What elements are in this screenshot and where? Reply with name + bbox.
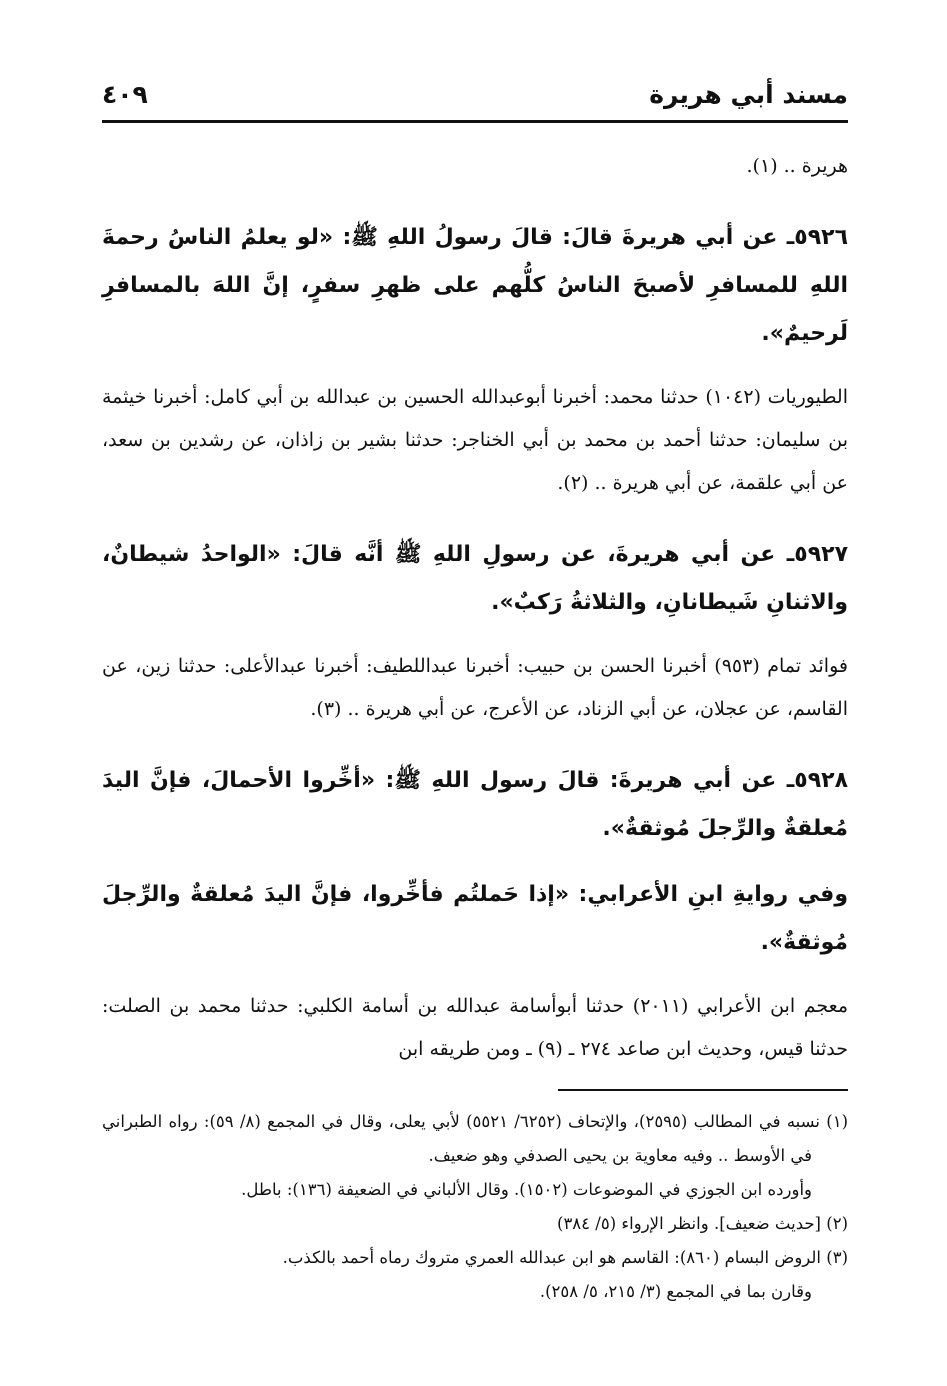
continued-text: هريرة .. (١). — [746, 155, 848, 177]
page-header — [102, 78, 848, 123]
page-number: ٤٠٩ — [102, 80, 148, 109]
source-5928: معجم ابن الأعرابي (٢٠١١) حدثنا أبوأسامة عبدالله بن أسامة الكلبي: حدثنا محمد بن الصلت: حدثنا قيس، وحديث ابن صاعد ٢٧٤ ـ (٩) ـ ومن طريقه ابن — [102, 995, 848, 1060]
footnote-3: (٣) الروض البسام (٨٦٠): القاسم هو ابن عبدالله العمري متروك رماه أحمد بالكذب. — [282, 1248, 848, 1267]
source-5927: فوائد تمام (٩٥٣) أخبرنا الحسن بن حبيب: أخبرنا عبداللطيف: أخبرنا عبدالأعلى: حدثنا زين، عن القاسم، عن عجلان، عن أبي الزناد، عن الأعرج، عن أبي هريرة .. (٣). — [102, 655, 848, 720]
footnotes — [102, 1105, 848, 1309]
footnote-2: (٢) [حديث ضعيف]. وانظر الإرواء (٥/ ٣٨٤) — [557, 1214, 848, 1233]
book-page — [102, 78, 848, 1309]
footnote-3-cont: وقارن بما في المجمع (٣/ ٢١٥، ٥/ ٢٥٨). — [539, 1282, 812, 1301]
footnote-1: (١) نسبه في المطالب (٢٥٩٥)، والإتحاف (٦٢٥٢/ ٥٥٢١) لأبي يعلى، وقال في المجمع (٨/ ٥٩): رواه الطبراني في الأوسط .. وفيه معاوية بن يحيى الصدفي وهو ضعيف. — [102, 1112, 849, 1165]
hadith-5928: ٥٩٢٨ـ عن أبي هريرةَ: قالَ رسول اللهِ ﷺ: «أخِّروا الأحمالَ، فإنَّ اليدَ مُعلقةٌ والرِّجلَ مُوثقةٌ». — [102, 768, 848, 841]
footnote-1-cont: وأورده ابن الجوزي في الموضوعات (١٥٠٢). وقال الألباني في الضعيفة (١٣٦): باطل. — [241, 1180, 812, 1199]
hadith-5926: ٥٩٢٦ـ عن أبي هريرةَ قالَ: قالَ رسولُ اللهِ ﷺ: «لو يعلمُ الناسُ رحمةَ اللهِ للمسافرِ لأصبحَ الناسُ كلُّهم على ظهرِ سفرٍ، إنَّ اللهَ بالمسافرِ لَرحيمٌ». — [102, 225, 848, 346]
hadith-5928-variant: وفي روايةِ ابنِ الأعرابي: «إذا حَملتُم فأخِّروا، فإنَّ اليدَ مُعلقةٌ والرِّجلَ مُوثقةٌ». — [102, 882, 848, 955]
source-5926: الطيوريات (١٠٤٢) حدثنا محمد: أخبرنا أبوعبدالله الحسين بن عبدالله بن أبي كامل: أخبرنا خيثمة بن سليمان: حدثنا أحمد بن محمد بن أبي الخناجر: حدثنا بشير بن زاذان، عن رشدين بن سعد، عن أبي علقمة، عن أبي هريرة .. (٢). — [102, 386, 849, 494]
footnote-divider — [558, 1089, 848, 1091]
running-title: مسند أبي هريرة — [649, 80, 848, 109]
hadith-5927: ٥٩٢٧ـ عن أبي هريرةَ، عن رسولِ اللهِ ﷺ أنَّه قالَ: «الواحدُ شيطانٌ، والاثنانِ شَيطانانِ، والثلاثةُ رَكبٌ». — [102, 542, 848, 615]
page-content — [102, 145, 848, 1071]
